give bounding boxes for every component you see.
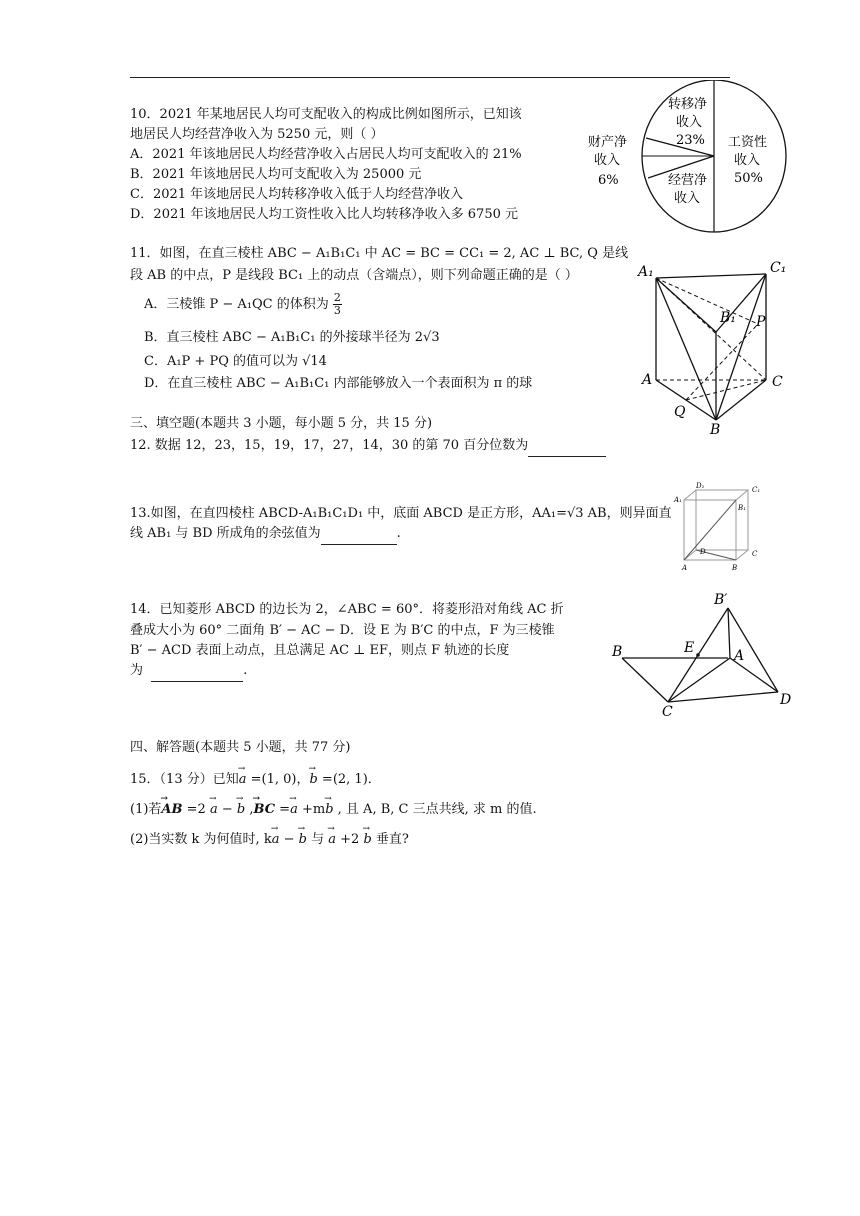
label-C1: C₁ (770, 260, 787, 276)
q14-stem-line2: 叠成大小为 60° 二面角 B′ − AC − D．设 E 为 B′C 的中点，F 为三棱锥 (130, 623, 555, 638)
q11-option-c: C．A₁P + PQ 的值可以为 √14 (144, 354, 327, 369)
header-rule (130, 77, 730, 78)
q15-b-value: =(2, 1)． (317, 772, 381, 787)
q15-p1-pre: (1)若 (130, 802, 162, 817)
q13-answer-blank (321, 524, 397, 545)
q10-option-d: D．2021 年该地居民人均工资性收入比人均转移净收入多 6750 元 (130, 207, 518, 222)
q14-label-E: E (684, 640, 695, 656)
q11-option-a (144, 292, 342, 317)
q15-p1-eq: = (275, 802, 291, 817)
q14-answer-blank (151, 661, 243, 682)
q15-stem (130, 770, 381, 790)
vector-a: → a (239, 770, 247, 790)
q13-text: 线 AB₁ 与 BD 所成角的余弦值为 (130, 526, 321, 541)
q14-stem-line1: 14．已知菱形 ABCD 的边长为 2，∠ABC = 60°．将菱形沿对角线 AC 折 (130, 602, 564, 617)
q12-answer-blank (528, 436, 606, 457)
vector-AB: → AB (161, 800, 182, 820)
vector-a: → a (328, 830, 336, 850)
q15-p1-mid1: =2 (182, 802, 210, 817)
q15-part2 (130, 830, 409, 850)
q15-text: 15．（13 分）已知 (130, 772, 239, 787)
q15-a-value: =(1, 0)， (246, 772, 310, 787)
vector-a: → a (290, 800, 298, 820)
label-C: C (772, 374, 783, 390)
q11-frac-den: 3 (333, 304, 341, 317)
q11-option-b: B．直三棱柱 ABC − A₁B₁C₁ 的外接球半径为 2√3 (144, 330, 440, 345)
q10-stem-line1: 10．2021 年某地居民人均可支配收入的构成比例如图所示，已知该 (130, 107, 522, 122)
q15-part1 (130, 800, 537, 820)
label-Q: Q (674, 404, 686, 420)
pie-label-property-1: 财产净 (588, 135, 628, 150)
q13-label-D: D (700, 548, 706, 556)
q11-option-d: D．在直三棱柱 ABC − A₁B₁C₁ 内部能够放入一个表面积为 π 的球 (144, 376, 533, 391)
q15-p1-plus: +m (297, 802, 326, 817)
q14-label-C: C (662, 704, 673, 720)
q13-label-A: A (682, 564, 688, 572)
pie-label-transfer-1: 转移净 (668, 97, 708, 112)
q13-label-B1: B₁ (738, 504, 746, 512)
pie-label-property-2: 收入 (594, 153, 621, 168)
q13-period: . (396, 526, 401, 541)
q11-option-a-fraction (333, 292, 342, 317)
q14-period: . (243, 663, 248, 678)
q10-option-a: A．2021 年该地居民人均经营净收入占居民人均可支配收入的 21% (130, 147, 522, 162)
q11-stem-line1: 11．如图，在直三棱柱 ABC − A₁B₁C₁ 中 AC = BC = CC₁ = 2, AC ⊥ BC, Q 是线 (130, 246, 629, 261)
q13-label-D1: D₁ (696, 482, 705, 490)
pie-label-transfer-2: 收入 (676, 115, 703, 130)
label-B1: B₁ (720, 310, 736, 326)
vector-b: → b (237, 800, 245, 820)
q10-option-b: B．2021 年该地居民人均可支配收入为 25000 元 (130, 167, 422, 182)
q10-stem-line2: 地居民人均经营净收入为 5250 元，则（ ） (130, 127, 384, 142)
vector-b: → b (363, 830, 371, 850)
q14-text: 为 (130, 663, 144, 678)
pie-label-transfer-3: 23% (676, 133, 705, 148)
vector-a: → a (210, 800, 218, 820)
pie-label-property-3: 6% (598, 173, 619, 188)
section4-title: 四、解答题(本题共 5 小题，共 77 分) (130, 740, 351, 755)
q14-rhombus-figure (610, 590, 800, 720)
q11-stem-line2: 段 AB 的中点，P 是线段 BC₁ 上的动点（含端点），则下列命题正确的是（ ） (130, 268, 578, 283)
q10-pie-chart (580, 80, 820, 240)
q15-p2-post: 垂直? (371, 832, 409, 847)
label-P: P (756, 314, 766, 330)
q12-stem (130, 436, 606, 457)
q13-label-A1: A₁ (674, 496, 682, 504)
q14-label-B: B (612, 644, 623, 660)
q15-p2-with: 与 (306, 832, 329, 847)
q15-p2-pre: (2)当实数 k 为何值时, k (130, 832, 272, 847)
q15-p1-mid2: − (217, 802, 237, 817)
pie-label-wage-2: 收入 (734, 153, 761, 168)
vector-b: → b (325, 800, 333, 820)
q12-text: 12. 数据 12，23，15，19，17，27，14，30 的第 70 百分位数为 (130, 438, 529, 453)
q14-label-A: A (734, 648, 745, 664)
q15-p2-plus: +2 (336, 832, 364, 847)
label-A: A (642, 372, 653, 388)
q13-label-C: C (752, 550, 758, 558)
q14-stem-line3: B′ − ACD 表面上动点，且总满足 AC ⊥ EF，则点 F 轨迹的长度 (130, 643, 510, 658)
section3-title: 三、填空题(本题共 3 小题，每小题 5 分，共 15 分) (130, 416, 433, 431)
q13-label-B: B (732, 564, 738, 572)
vector-b: → b (299, 830, 307, 850)
pie-label-wage-1: 工资性 (728, 135, 768, 150)
label-B: B (710, 422, 721, 438)
vector-b: → b (309, 770, 317, 790)
q15-p1-post: , 且 A, B, C 三点共线, 求 m 的值. (333, 802, 537, 817)
pie-label-business-1: 经营净 (668, 173, 708, 188)
pie-label-business-2: 收入 (674, 191, 701, 206)
q14-label-Bp: B′ (714, 592, 728, 608)
q13-stem-line2 (130, 524, 401, 545)
q15-p2-minus: − (279, 832, 299, 847)
q14-label-D: D (780, 692, 792, 708)
q11-option-a-text: A．三棱锥 P − A₁QC 的体积为 (144, 297, 329, 312)
label-A1: A₁ (638, 264, 654, 280)
q11-frac-num: 2 (333, 291, 341, 304)
pie-label-wage-3: 50% (734, 171, 763, 186)
q15-p1-comma: , (245, 802, 254, 817)
q13-label-C1: C₁ (752, 486, 761, 494)
q14-stem-line4 (130, 661, 247, 682)
q13-prism-figure (672, 482, 768, 574)
vector-a: → a (272, 830, 280, 850)
q11-prism-figure (636, 258, 796, 438)
q10-option-c: C．2021 年该地居民人均转移净收入低于人均经营净收入 (130, 187, 464, 202)
vector-BC: → BC (253, 800, 275, 820)
q13-stem-line1: 13.如图，在直四棱柱 ABCD-A₁B₁C₁D₁ 中，底面 ABCD 是正方形，AA₁=√3 AB，则异面直 (130, 506, 672, 521)
